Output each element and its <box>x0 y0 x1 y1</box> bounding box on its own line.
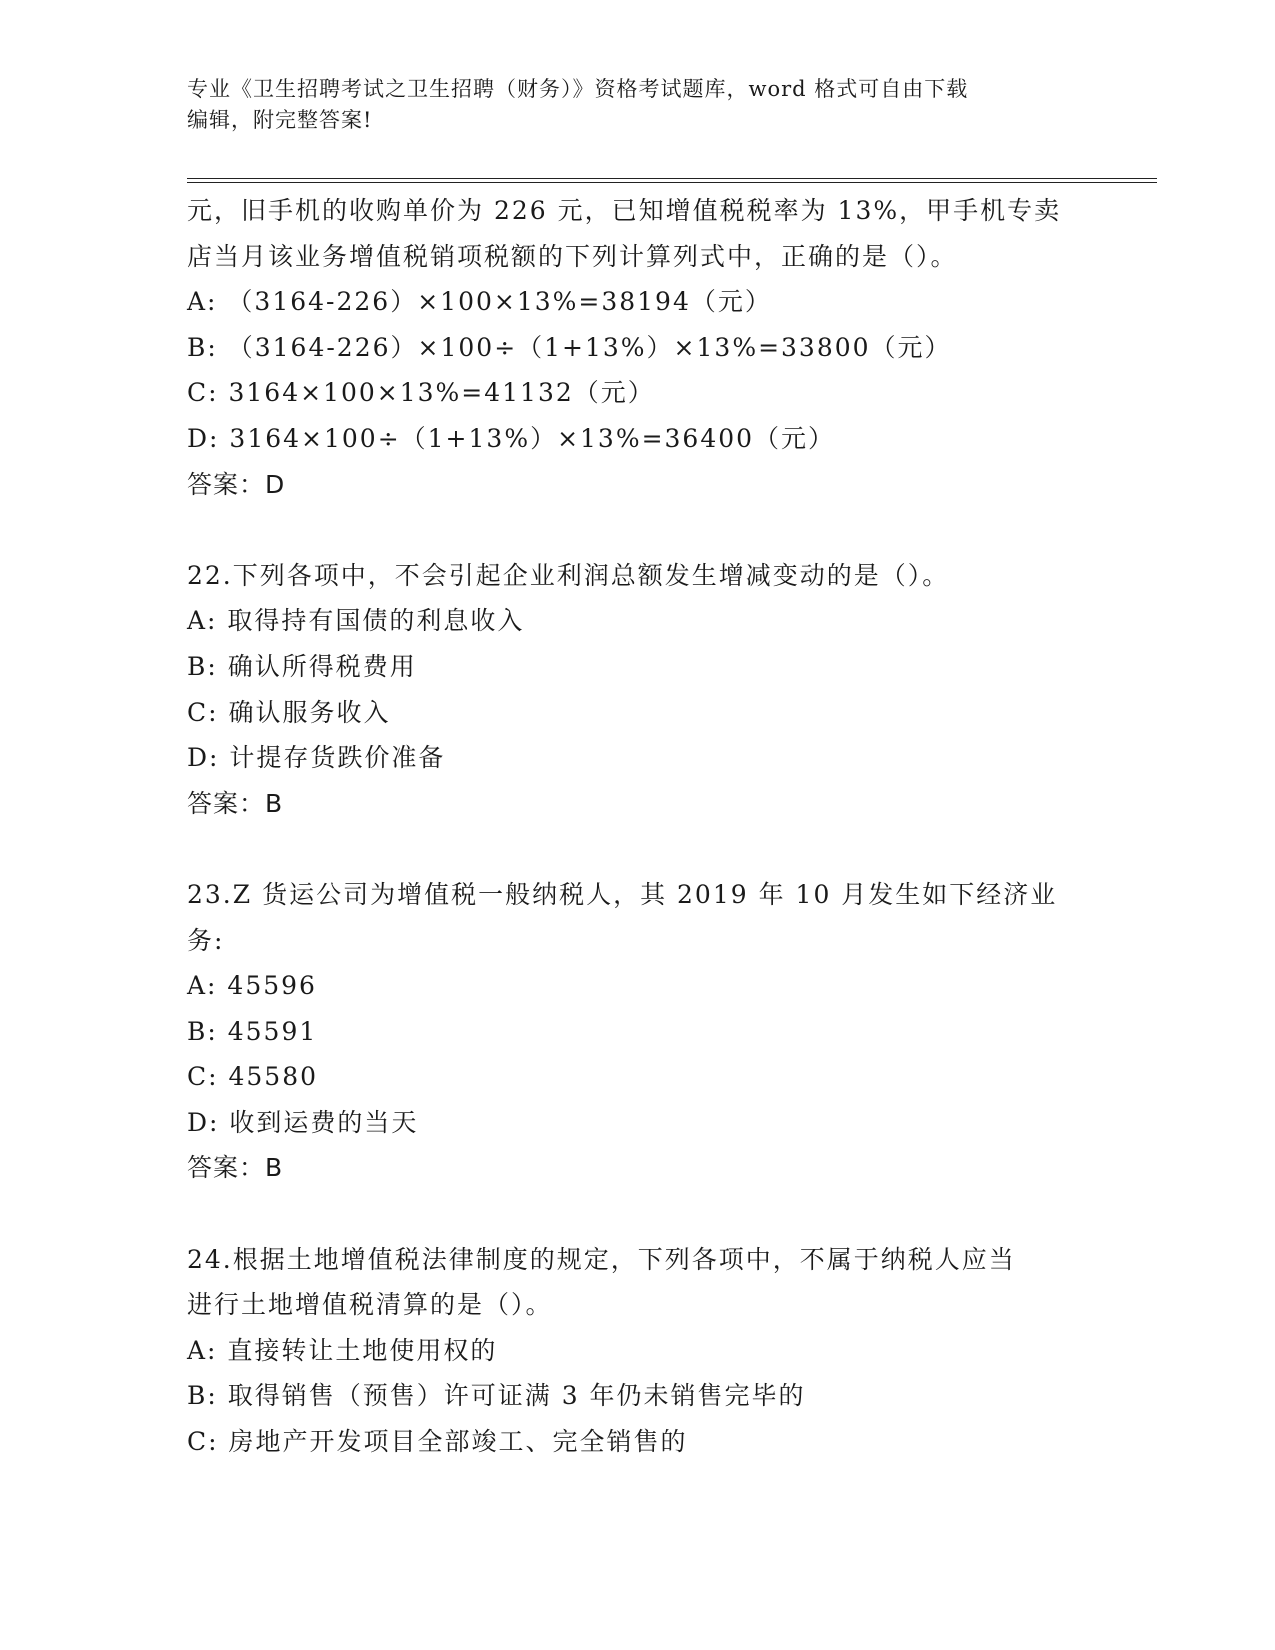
option-c: C: 3164×100×13%=41132（元） <box>187 378 655 408</box>
header-line-1: 专业《卫生招聘考试之卫生招聘（财务）》资格考试题库，word 格式可自由下载 <box>187 77 969 101</box>
question-24 <box>187 1237 1087 1465</box>
option-c: C: 45580 <box>187 1062 319 1092</box>
option-a: A: 45596 <box>187 971 317 1001</box>
option-d: D: 收到运费的当天 <box>187 1107 419 1137</box>
spacer <box>187 826 1087 872</box>
document-body <box>187 188 1087 1465</box>
question-22 <box>187 553 1087 827</box>
option-a: A: 直接转让土地使用权的 <box>187 1335 498 1365</box>
question-text: 务: <box>187 925 225 955</box>
option-d: D: 计提存货跌价准备 <box>187 743 446 773</box>
answer: 答案：B <box>187 788 284 818</box>
option-a: A: 取得持有国债的利息收入 <box>187 606 525 636</box>
question-text: 进行土地增值税清算的是（）。 <box>187 1290 553 1320</box>
header-rule-bottom <box>187 182 1157 183</box>
question-21 <box>187 188 1087 507</box>
option-b: B: 确认所得税费用 <box>187 651 417 681</box>
question-text: 24.根据土地增值税法律制度的规定，下列各项中，不属于纳税人应当 <box>187 1244 1016 1274</box>
option-b: B: 取得销售（预售）许可证满 3 年仍未销售完毕的 <box>187 1381 806 1411</box>
question-23 <box>187 872 1087 1191</box>
question-text: 店当月该业务增值税销项税额的下列计算列式中，正确的是（）。 <box>187 241 958 271</box>
answer: 答案：B <box>187 1153 284 1183</box>
document-header <box>187 74 1087 136</box>
option-b: B: 45591 <box>187 1016 318 1046</box>
header-line-2: 编辑，附完整答案! <box>187 108 373 132</box>
question-text: 元，旧手机的收购单价为 226 元，已知增值税税率为 13%，甲手机专卖 <box>187 196 1062 225</box>
spacer <box>187 507 1087 553</box>
answer: 答案：D <box>187 469 286 499</box>
option-b: B: （3164-226）×100÷（1+13%）×13%=33800（元） <box>187 332 952 362</box>
option-c: C: 房地产开发项目全部竣工、完全销售的 <box>187 1427 688 1457</box>
header-rule-top <box>187 178 1157 179</box>
question-text: 22.下列各项中，不会引起企业利润总额发生增减变动的是（）。 <box>187 560 950 590</box>
question-text: 23.Z 货运公司为增值税一般纳税人，其 2019 年 10 月发生如下经济业 <box>187 879 1058 909</box>
spacer <box>187 1191 1087 1237</box>
option-a: A: （3164-226）×100×13%=38194（元） <box>187 287 772 317</box>
option-d: D: 3164×100÷（1+13%）×13%=36400（元） <box>187 423 836 453</box>
option-c: C: 确认服务收入 <box>187 697 391 727</box>
